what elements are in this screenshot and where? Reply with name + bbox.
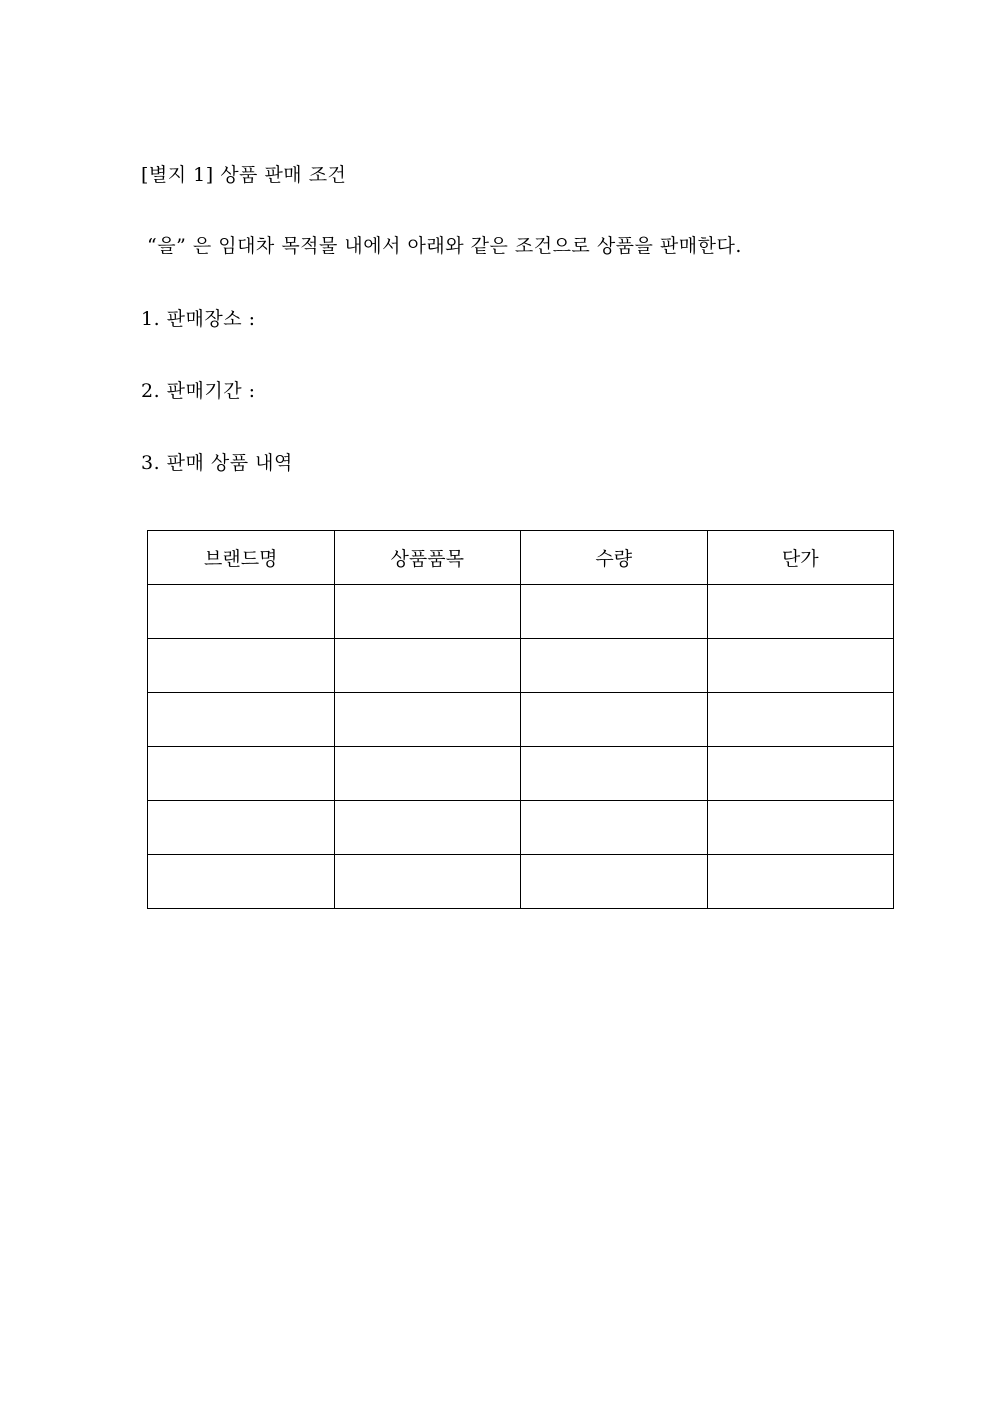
table-cell[interactable]: [707, 801, 894, 855]
table-cell[interactable]: [334, 585, 521, 639]
table-cell[interactable]: [521, 747, 708, 801]
table-cell[interactable]: [148, 855, 335, 909]
table-cell[interactable]: [148, 801, 335, 855]
table-cell[interactable]: [521, 585, 708, 639]
document-title: [별지 1] 상품 판매 조건: [141, 164, 347, 186]
table-cell[interactable]: [334, 639, 521, 693]
table-cell[interactable]: [148, 747, 335, 801]
table-cell[interactable]: [707, 585, 894, 639]
table-row: [148, 747, 894, 801]
table-cell[interactable]: [334, 801, 521, 855]
table-cell[interactable]: [148, 639, 335, 693]
table-cell[interactable]: [707, 747, 894, 801]
table-cell[interactable]: [707, 855, 894, 909]
table-cell[interactable]: [334, 855, 521, 909]
item-sales-products: 3. 판매 상품 내역: [141, 452, 293, 474]
table-row: [148, 639, 894, 693]
table-cell[interactable]: [521, 693, 708, 747]
table-cell[interactable]: [707, 693, 894, 747]
table-cell[interactable]: [521, 801, 708, 855]
table-header-row: [148, 531, 894, 585]
header-brand-name: 브랜드명: [148, 531, 335, 585]
table-cell[interactable]: [334, 693, 521, 747]
item-sales-period: 2. 판매기간 :: [141, 380, 256, 402]
table-cell[interactable]: [521, 855, 708, 909]
item-sales-location: 1. 판매장소 :: [141, 308, 256, 330]
table-cell[interactable]: [334, 747, 521, 801]
header-product-item: 상품품목: [334, 531, 521, 585]
table-row: [148, 585, 894, 639]
table-cell[interactable]: [521, 639, 708, 693]
table-cell[interactable]: [148, 693, 335, 747]
table-cell[interactable]: [707, 639, 894, 693]
table-row: [148, 801, 894, 855]
table-row: [148, 855, 894, 909]
table-row: [148, 693, 894, 747]
header-quantity: 수량: [521, 531, 708, 585]
table-cell[interactable]: [148, 585, 335, 639]
intro-paragraph: “을” 은 임대차 목적물 내에서 아래와 같은 조건으로 상품을 판매한다.: [147, 235, 742, 257]
sales-products-table: [147, 530, 894, 909]
header-unit-price: 단가: [707, 531, 894, 585]
